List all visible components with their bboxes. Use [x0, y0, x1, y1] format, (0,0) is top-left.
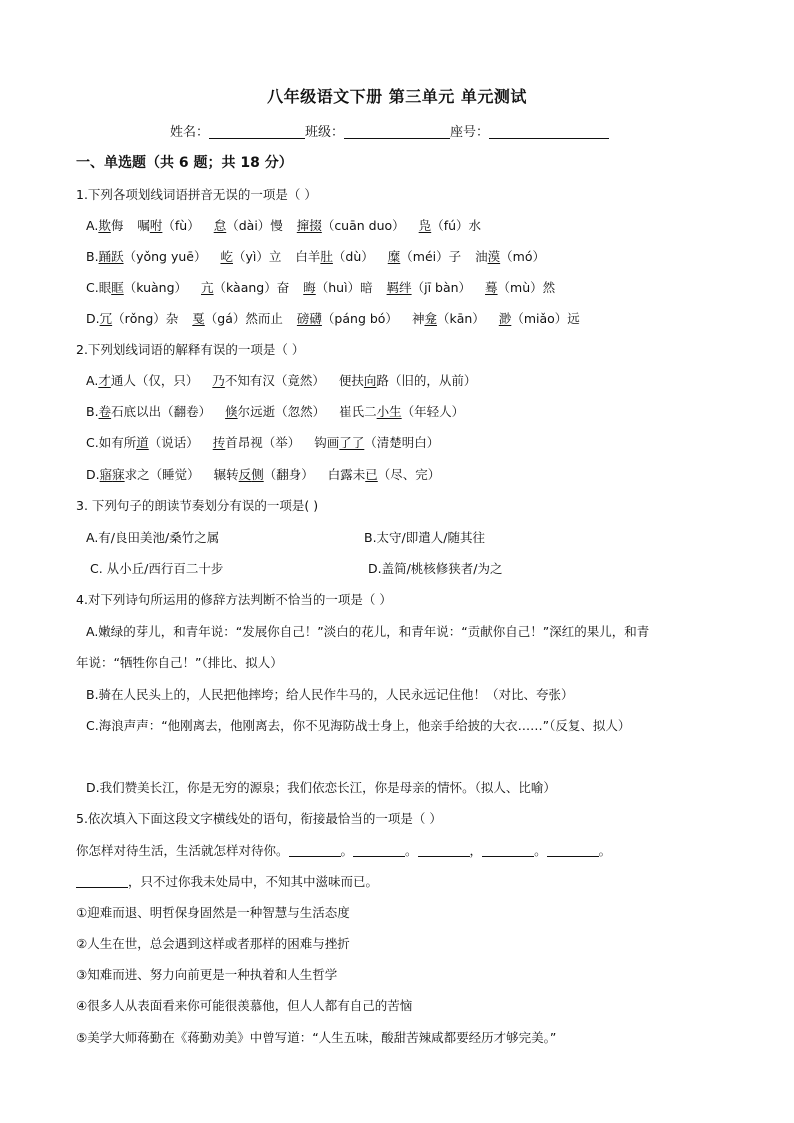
- question-5-sentence-4: ④很多人从表面看来你可能很羡慕他，但人人都有自己的苦恼: [76, 998, 413, 1013]
- fill-blank[interactable]: [547, 844, 599, 857]
- question-3-option-a: A.有/良田美池/桑竹之属: [86, 530, 220, 545]
- name-blank[interactable]: [209, 124, 305, 139]
- fill-blank[interactable]: [353, 844, 405, 857]
- question-3-stem: 3. 下列句子的朗读节奏划分有误的一项是( ): [76, 498, 319, 513]
- student-info-line: [170, 124, 609, 142]
- question-5-sentence-5: ⑤美学大师蒋勤在《蒋勤劝美》中曾写道：“人生五味，酸甜苦辣咸都要经历才够完美。”: [76, 1030, 557, 1045]
- question-2-option-b: B.卷石底以出（翻卷） 倏尔远逝（忽然） 崔氏二小生（年轻人）: [86, 404, 465, 419]
- question-4-option-c: C.海浪声声：“他刚离去，他刚离去，你不见海防战士身上，他亲手给披的大衣……”（反复、拟人）: [86, 718, 631, 733]
- question-3-option-d: D.盖简/桃核修狭者/为之: [368, 561, 503, 576]
- question-1-stem: 1.下列各项划线词语拼音无误的一项是（ ）: [76, 187, 317, 202]
- question-2-option-a: A.才通人（仅，只） 乃不知有汉（竟然） 便扶向路（旧的，从前）: [86, 373, 477, 388]
- fill-blank[interactable]: [76, 875, 128, 888]
- question-1-option-c: C.眼眶（kuàng） 亢（kàang）奋 晦（huì）暗 羁绊（jī bàn） 蓦（mù）然: [86, 280, 556, 295]
- fill-blank[interactable]: [482, 844, 534, 857]
- section-heading: 一、单选题（共 6 题；共 18 分）: [76, 155, 293, 171]
- question-3-option-b: B.太守/即遣人/随其往: [364, 530, 485, 545]
- question-2-stem: 2.下列划线词语的解释有误的一项是（ ）: [76, 342, 305, 357]
- question-1-option-d: D.冗（rǒng）杂 戛（gá）然而止 磅礴（páng bó） 神龛（kān） 渺（miǎo）远: [86, 311, 580, 326]
- question-2-option-d: D.寤寐求之（睡觉） 辗转反侧（翻身） 白露未已（尽、完）: [86, 467, 441, 482]
- seat-label: 座号：: [450, 125, 490, 140]
- question-5-sentence-2: ②人生在世，总会遇到这样或者那样的困难与挫折: [76, 936, 350, 951]
- question-2-option-c: C.如有所道（说话） 抟首昂视（举） 钩画了了（清楚明白）: [86, 435, 440, 450]
- fill-blank[interactable]: [289, 844, 341, 857]
- name-label: 姓名：: [170, 125, 210, 140]
- fill-blank[interactable]: [418, 844, 470, 857]
- question-5-sentence-3: ③知难而进、努力向前更是一种执着和人生哲学: [76, 967, 338, 982]
- class-label: 班级：: [305, 125, 345, 140]
- question-4-stem: 4.对下列诗句所运用的修辞方法判断不恰当的一项是（ ）: [76, 592, 392, 607]
- question-1-option-a: A.欺侮 嘱咐（fù） 怠（dài）慢 撺掇（cuān duo） 凫（fú）水: [86, 218, 482, 233]
- question-4-option-d: D.我们赞美长江，你是无穷的源泉；我们依恋长江，你是母亲的情怀。（拟人、比喻）: [86, 780, 556, 795]
- question-5-passage-line2: ，只不过你我未处局中，不知其中滋味而已。: [76, 873, 378, 891]
- page-title: 八年级语文下册 第三单元 单元测试: [267, 87, 527, 106]
- question-4-option-a-line2: 年说：“牺牲你自己！”（排比、拟人）: [76, 655, 283, 670]
- question-5-stem: 5.依次填入下面这段文字横线处的语句，衔接最恰当的一项是（ ）: [76, 811, 442, 826]
- question-5-passage-line1: 你怎样对待生活，生活就怎样对待你。 。 。 ， 。 。: [76, 843, 612, 858]
- question-3-option-c: C. 从小丘/西行百二十步: [90, 561, 224, 576]
- class-blank[interactable]: [344, 124, 450, 139]
- question-5-sentence-1: ①迎难而退、明哲保身固然是一种智慧与生活态度: [76, 905, 350, 920]
- question-4-option-a-line1: A.嫩绿的芽儿，和青年说：“发展你自己！”淡白的花儿，和青年说：“贡献你自己！”深红的果儿，和青: [86, 624, 650, 639]
- seat-blank[interactable]: [489, 124, 609, 139]
- question-4-option-b: B.骑在人民头上的，人民把他摔垮；给人民作牛马的，人民永远记住他！（对比、夸张）: [86, 687, 574, 702]
- question-1-option-b: B.踊跃（yǒng yuē） 屹（yì）立 白羊肚（dù） 糜（méi）子 油漠（mó）: [86, 249, 545, 264]
